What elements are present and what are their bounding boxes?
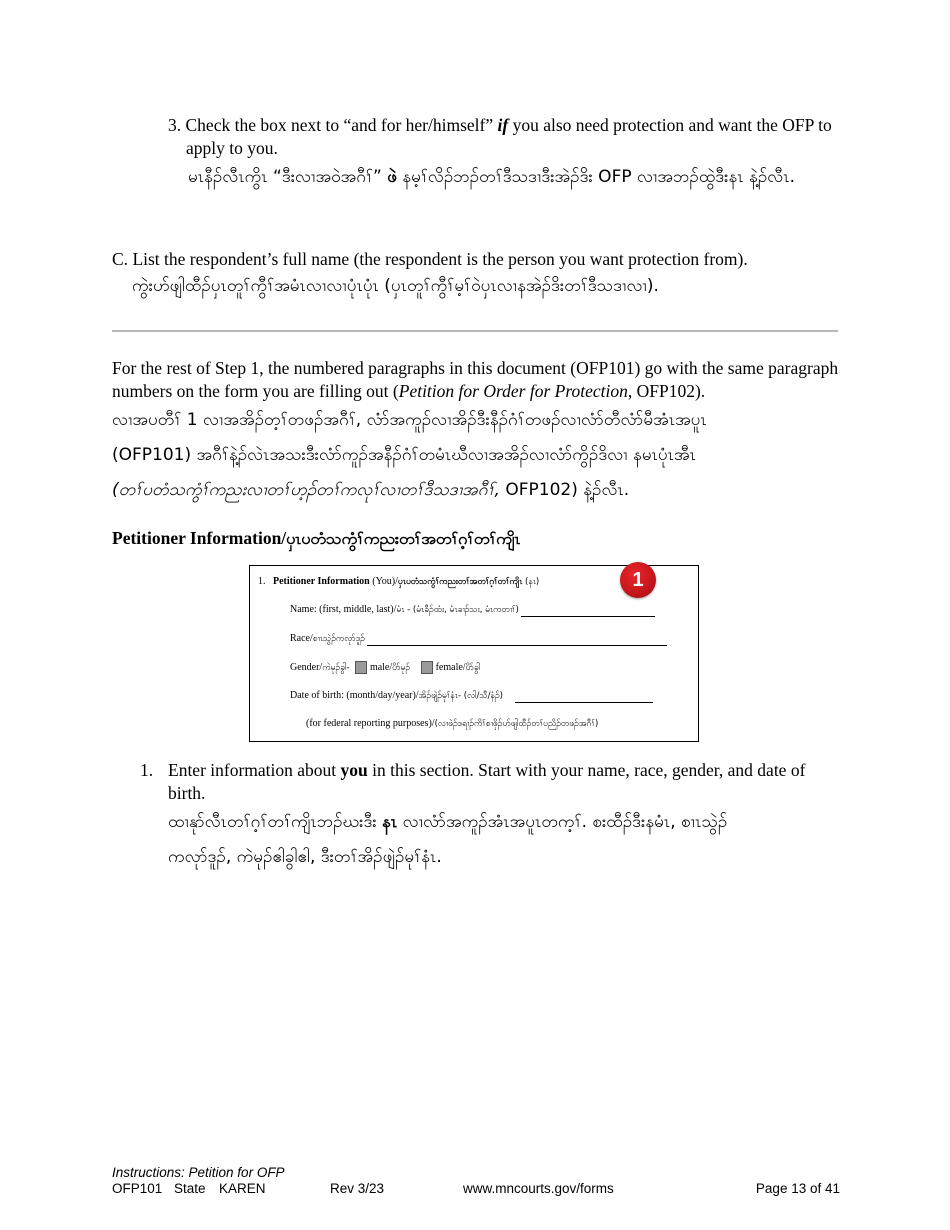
form-dob-karen: အိၣ်ဖျဲၣ်မုၢ်နံၤ- (လါ/သီ/နံၣ်): [418, 691, 503, 701]
form-name-label: Name: (first, middle, last)/: [290, 604, 397, 615]
step-badge: 1: [620, 562, 656, 598]
form-title: Petitioner Information: [273, 576, 370, 587]
form-name-karen: မံၤ - (မံၤခီၣ်ထံး, မံၤခၢၣ်သး, မံၤကတၢၢ်): [396, 605, 519, 615]
form-dob-row: [290, 690, 653, 703]
petitioner-heading: [112, 528, 520, 552]
section-c-english: [112, 248, 842, 271]
female-checkbox: [421, 661, 433, 674]
intro-english: [112, 357, 842, 403]
male-checkbox: [355, 661, 367, 674]
form-dob-line: [515, 702, 653, 703]
form-male: male/: [369, 661, 393, 673]
step-3-text-b: you also need protection and want the OFP to apply to you.: [186, 115, 832, 158]
step-3-karen-bold: ဖဲ: [387, 167, 397, 187]
heading-karen: ပှၤပတံသကွံၢ်ကညးတၢ်အတၢ်ဂ့ၢ်တၢ်ကျိၤ: [286, 529, 521, 548]
step-3-english: [168, 114, 843, 160]
section-divider: [112, 330, 838, 332]
item-1-english: [140, 759, 840, 805]
footer-code: OFP101: [112, 1181, 163, 1196]
intro-karen-3-rest: OFP102) နဲ့ၣ်လီၤ.: [499, 480, 630, 500]
footer: [112, 1165, 840, 1201]
step-3-karen-a: မၤနီၣ်လီၤကွိၤ “ဒီးလၢအဝဲအဂီၢ်”: [188, 167, 388, 187]
form-federal-row: [306, 718, 598, 731]
form-race-karen: စၢၤသွဲၣ်ကလုာ်ဒူၣ်: [312, 634, 365, 644]
form-row-title: [258, 576, 539, 589]
form-race-line: [367, 645, 667, 646]
form-excerpt: [249, 565, 699, 742]
section-c-text: List the respondent’s full name (the respondent is the person you want protection from).: [132, 249, 748, 269]
form-race-row: [290, 633, 667, 646]
form-male-karen: ပိာ်မုၣ်: [392, 662, 411, 673]
step-3-karen: [188, 162, 843, 193]
item-1-block: [140, 759, 840, 873]
form-dob-label: Date of birth: (month/day/year)/: [290, 690, 419, 701]
intro-karen-2: (OFP101) အဂီၢ်နဲ့ၣ်လဲၤအသးဒီးလံာ်ကူၣ်အနီၣ်ဂံၢ်တမံၤဃီလၢအအိၣ်လၢလံာ်ကွိၣ်ဒိလၢ နမၤပုံၤအီၤ: [112, 445, 696, 465]
form-you: (You)/: [369, 576, 398, 587]
footer-page: Page 13 of 41: [755, 1181, 840, 1196]
step-3-block: [168, 114, 843, 193]
form-name-row: [290, 604, 655, 617]
intro-text-b: , OFP102).: [627, 381, 706, 401]
intro-karen-3: [112, 475, 842, 506]
step-3-karen-b: နမ့ၢ်လိၣ်ဘၣ်တၢ်ဒီသဒၢဒီးအဲၣ်ဒိး OFP လၢအဘၣ်ထွဲဒီးနၤ နဲ့ၣ်လီၤ.: [396, 167, 795, 187]
footer-rev: Rev 3/23: [330, 1181, 385, 1196]
step-3-if: if: [497, 115, 509, 135]
item-1-text-b: in this section. Start with your name, race, gender, and date of birth.: [168, 760, 806, 803]
intro-text-a: For the rest of Step 1, the numbered paragraphs in this document (OFP101) go with the same paragraph numbers on the form you are filling out (: [112, 358, 839, 401]
item-1-karen-bold: နၤ: [382, 812, 398, 832]
footer-url[interactable]: www.mncourts.gov/forms: [463, 1181, 614, 1196]
intro-paragraph: [112, 357, 842, 506]
form-federal-label: (for federal reporting purposes)/: [306, 718, 435, 729]
form-race-label: Race/: [290, 633, 313, 644]
item-1-number: 1.: [140, 760, 154, 780]
footer-state: State: [174, 1181, 206, 1196]
form-name-line: [521, 616, 655, 617]
step-3-text-a: Check the box next to “and for her/himself”: [185, 115, 498, 135]
item-1-karen-a: ထၢနုာ်လီၤတၢ်ဂ့ၢ်တၢ်ကျိၤဘၣ်ဃးဒီး: [168, 812, 383, 832]
item-1-karen: [140, 807, 840, 838]
section-c-karen: ကွဲးဟ်ဖျါထီၣ်ပှၤတူၢ်ကွီၢ်အမံၤလၢလၢပုံၤပုံၤ (ပှၤတူၢ်ကွီၢ်မ့ၢ်ဝဲပှၤလၢနအဲၣ်ဒိးတၢ်ဒီသဒၢလၢ).: [132, 276, 659, 296]
heading-english: Petitioner Information/: [112, 528, 287, 548]
form-gender-karen: ကဲမုၣ်ခွါ-: [322, 662, 350, 673]
form-female: female/: [435, 661, 466, 673]
intro-italic: Petition for Order for Protection: [398, 381, 628, 401]
footer-title: Instructions: Petition for OFP: [112, 1165, 285, 1180]
intro-karen-1: လၢအပတီၢ် 1 လၢအအိၣ်တ့ၢ်တဖၣ်အဂီၢ်, လံာ်အကူၣ်လၢအိၣ်ဒီးနီၣ်ဂံၢ်တဖၣ်လၢလံာ်တီလံာ်မီအံၤအပူၤ: [112, 410, 707, 430]
form-gender-label: Gender/: [290, 661, 323, 673]
item-1-bold: you: [340, 760, 368, 780]
intro-karen-3-italic: (တၢ်ပတံသကွံၢ်ကညးလၢတၢ်ဟ့ၣ်တၢ်ကလုၢ်လၢတၢ်ဒီသဒၢအဂီၢ်,: [112, 480, 500, 500]
footer-lang: KAREN: [219, 1181, 266, 1196]
form-female-karen: ပိာ်ခွါ: [465, 662, 481, 673]
form-na: (နၤ): [522, 577, 540, 587]
item-1-text-a: Enter information about: [168, 760, 341, 780]
section-c-block: [112, 248, 842, 302]
form-row-number: 1.: [258, 576, 266, 587]
form-title-karen: ပှၤပတံသကွံၢ်ကညးတၢ်အတၢ်ဂ့ၢ်တၢ်ကျိၤ: [397, 577, 523, 587]
item-1-karen-b: လၢလံာ်အကူၣ်အံၤအပူၤတက့ၢ်. စးထီၣ်ဒီးနမံၤ, စၢၤသွဲၣ်: [397, 812, 728, 832]
form-gender-row: [290, 661, 480, 675]
item-1-karen-c: ကလုာ်ဒူၣ်, ကဲမုၣ်ဧါခွါဧါ, ဒီးတၢ်အိၣ်ဖျဲၣ်မုၢ်နံၤ.: [168, 847, 442, 867]
section-c-label: C.: [112, 249, 129, 269]
step-3-number: 3.: [168, 115, 182, 135]
form-federal-karen: (လၢဖဲၣ်ဒရၢၣ်ကိၢ်စၢဖိုၣ်ဟ်ဖျါထီၣ်တၢ်ပညိၣ်တဖၣ်အဂီၢ်): [434, 719, 599, 729]
